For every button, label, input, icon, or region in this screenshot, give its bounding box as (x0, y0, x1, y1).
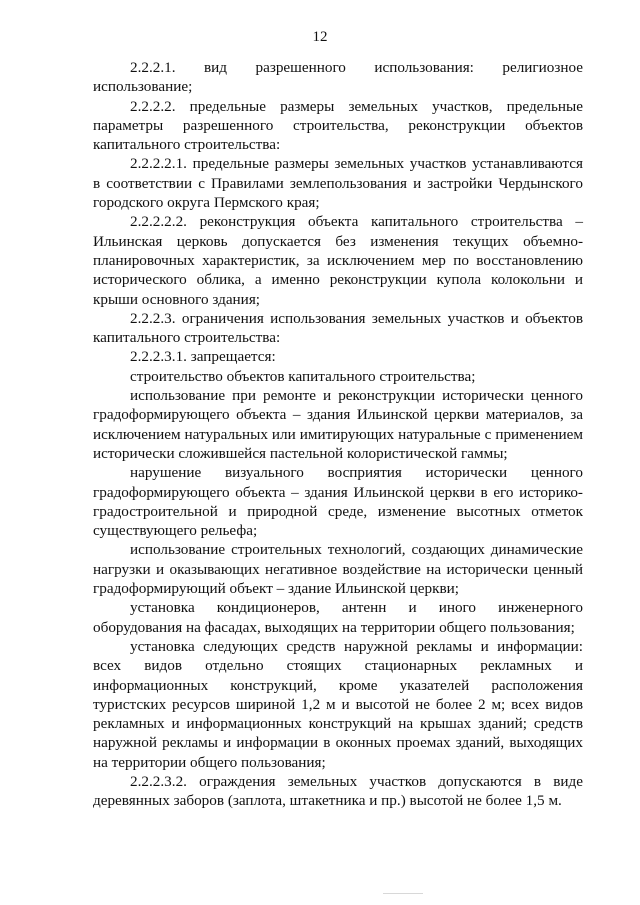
list-item-materials: использование при ремонте и реконструкции исторически ценного градоформирующего объекта – здания Ильинской церкви материалов, за исключением натуральных или имитирующих натуральные с применением исторически сложившейся пастельной колористической гаммы; (93, 387, 583, 462)
scan-artifact-line (383, 893, 423, 894)
paragraph-2-2-2-2: 2.2.2.2. предельные размеры земельных участков, предельные параметры разрешенного строительства, реконструкции объектов капитального строительства: (93, 97, 583, 154)
list-item-equipment-installation: установка кондиционеров, антенн и иного инженерного оборудования на фасадах, выходящих на территории общего пользования; (93, 599, 583, 636)
paragraph-2-2-2-2-2: 2.2.2.2.2. реконструкция объекта капитального строительства – Ильинская церковь допускается без изменения текущих объемно-планировочных характеристик, за исключением мер по восстановлению исторического облика, а именно реконструкции купола колокольни и крыши основного здания; (93, 213, 583, 308)
paragraph-2-2-2-3-1: 2.2.2.3.1. запрещается: (130, 348, 276, 366)
paragraph-2-2-2-1: 2.2.2.1. вид разрешенного использования: религиозное использование; (93, 59, 583, 96)
list-item-construction-technologies: использование строительных технологий, создающих динамические нагрузки и оказывающих негативное воздействие на исторически ценный градоформирующий объект – здание Ильинской церкви; (93, 541, 583, 598)
page-number: 12 (312, 29, 328, 45)
paragraph-2-2-2-3-2: 2.2.2.3.2. ограждения земельных участков допускаются в виде деревянных заборов (заплота, штакетника и пр.) высотой не более 1,5 м. (93, 772, 583, 810)
document-body (93, 58, 583, 811)
paragraph-2-2-2-3: 2.2.2.3. ограничения использования земельных участков и объектов капитального строительства: (93, 309, 583, 347)
list-item-visual-perception: нарушение визуального восприятия исторически ценного градоформирующего объекта – здания Ильинской церкви в его историко-градостроительной и природной среде, изменение высотных отметок существующего рельефа; (93, 464, 583, 540)
paragraph-2-2-2-2-1: 2.2.2.2.1. предельные размеры земельных участков устанавливаются в соответствии с Правилами землепользования и застройки Чердынского городского округа Пермского края; (93, 155, 583, 212)
list-item-construction: строительство объектов капитального строительства; (130, 367, 476, 385)
list-item-advertising: установка следующих средств наружной рекламы и информации: всех видов отдельно стоящих стационарных рекламных и информационных конструкций, кроме указателей расположения туристских ресурсов шириной 1,2 м и высотой не более 2 м; всех видов рекламных и информационных конструкций на крышах зданий; средств наружной рекламы и информации в оконных проемах зданий, выходящих на территории общего пользования; (93, 637, 583, 771)
